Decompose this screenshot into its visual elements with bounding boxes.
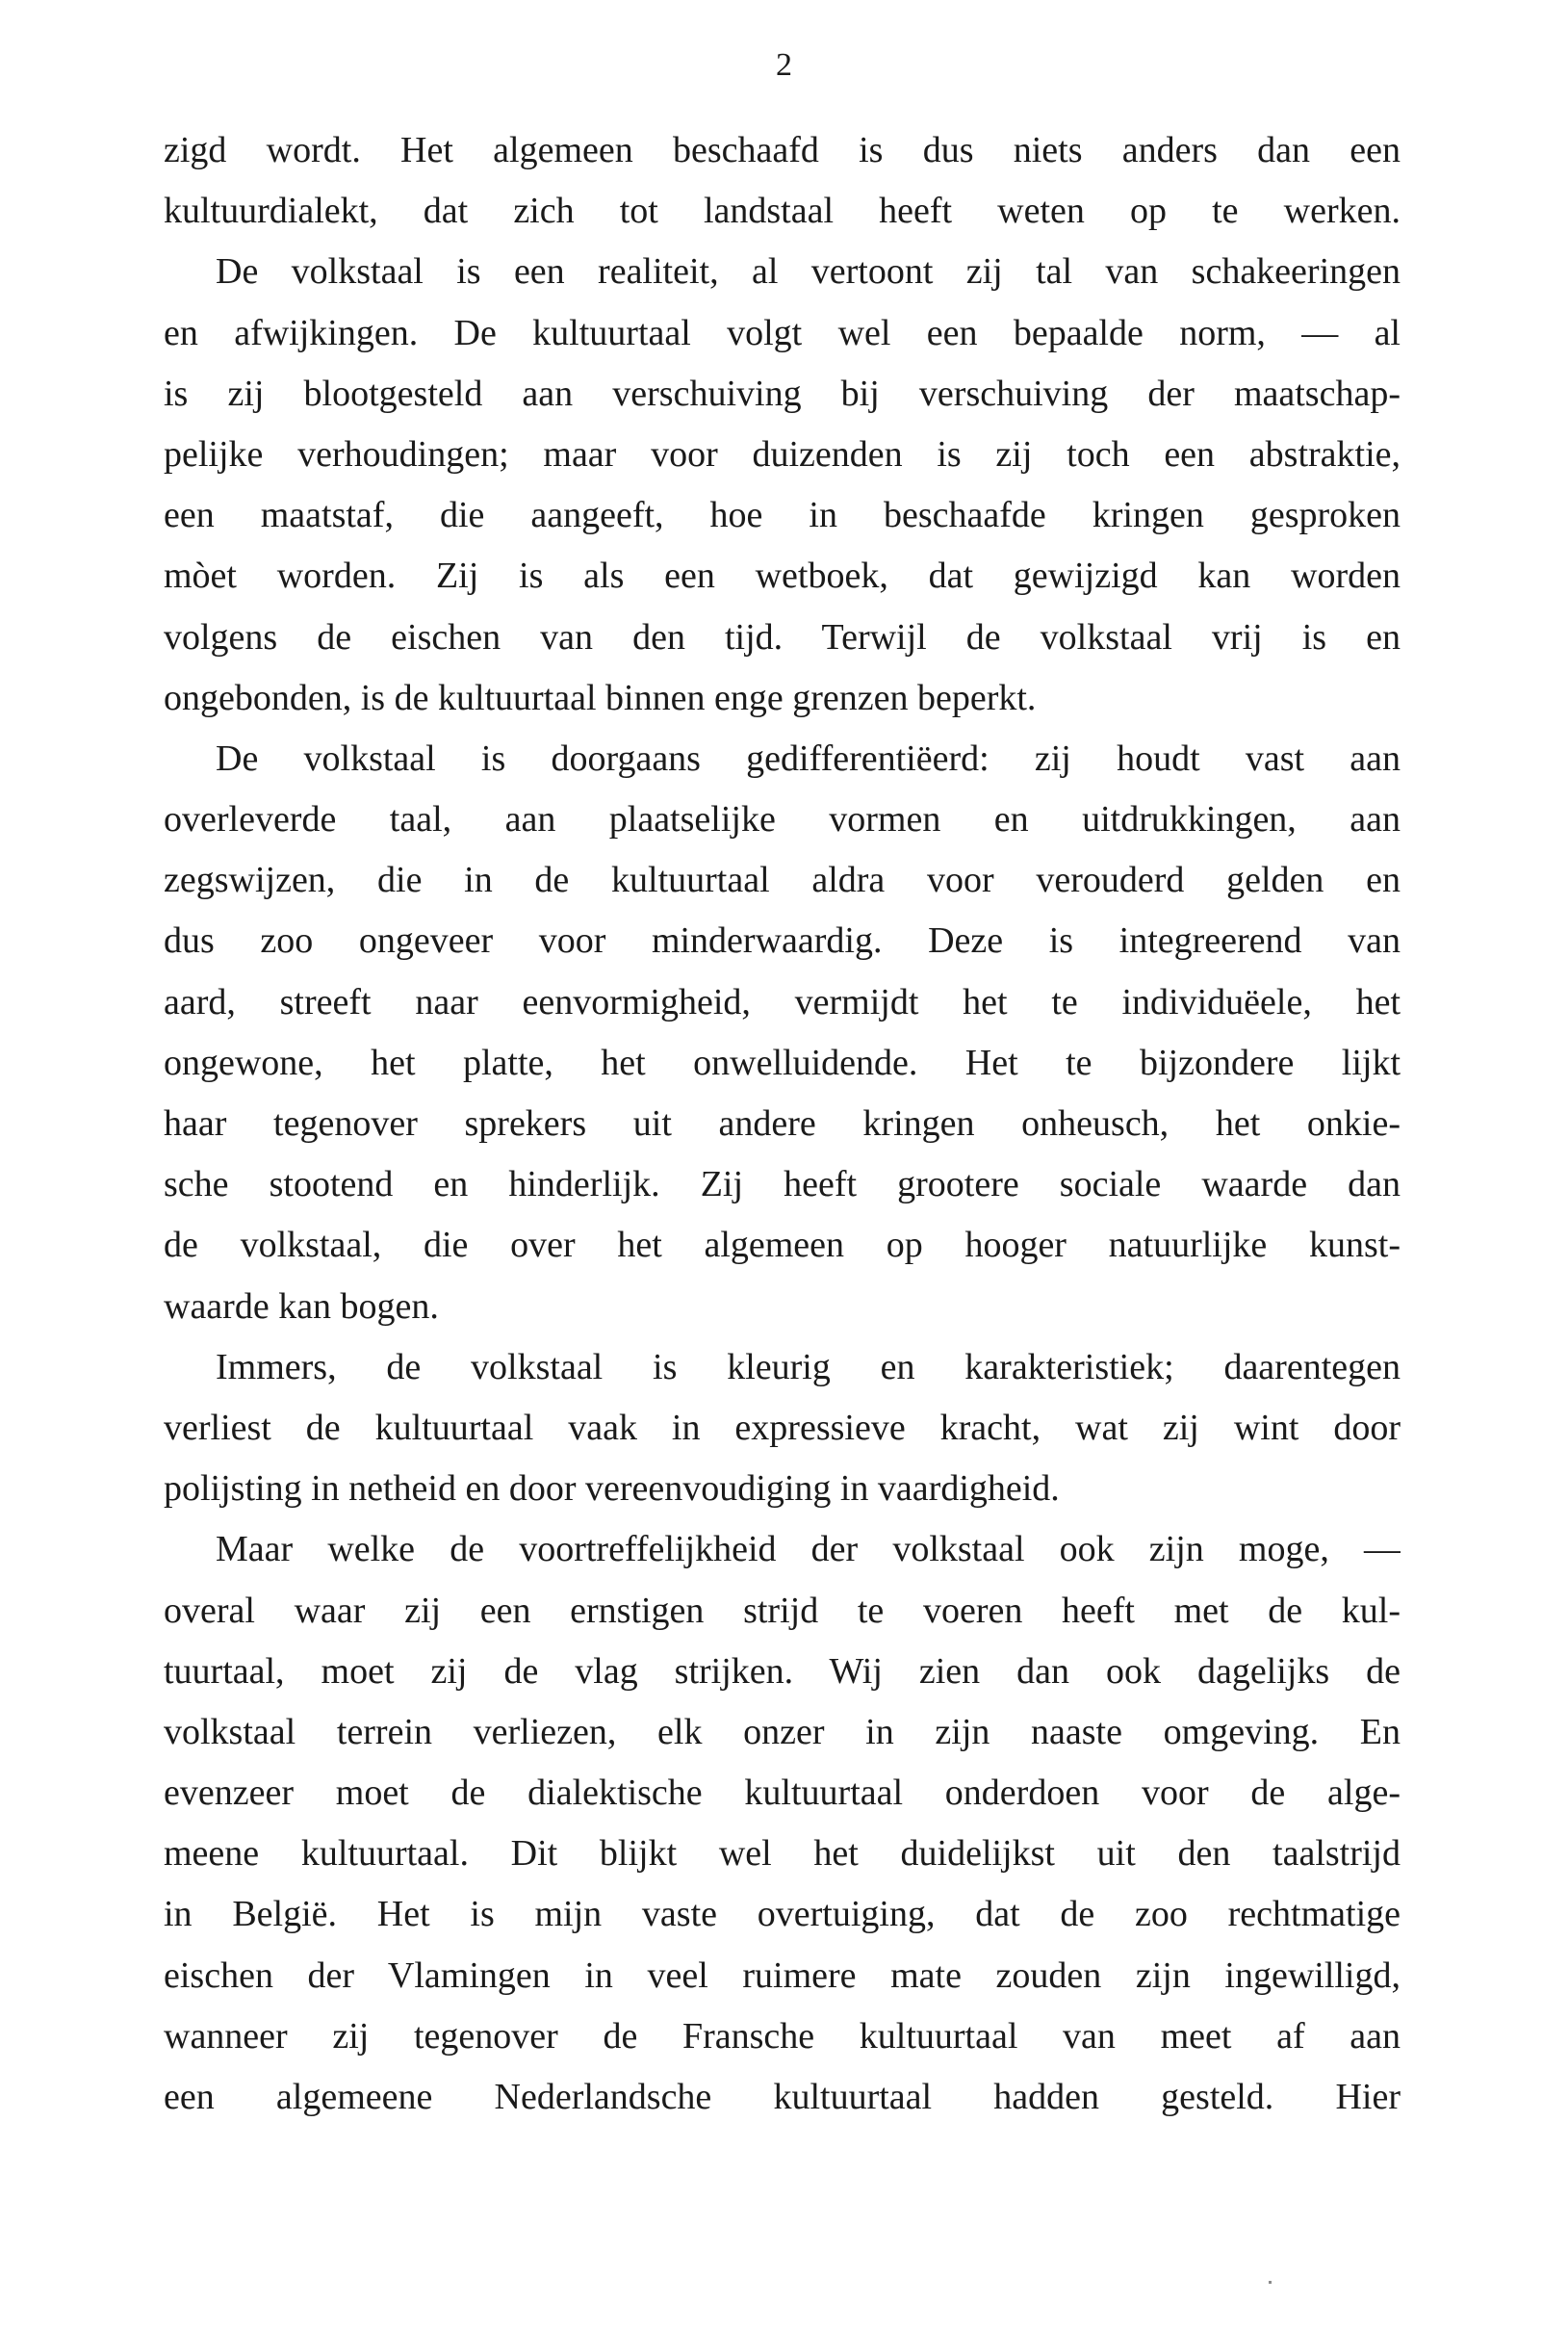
text-line: en afwijkingen. De kultuurtaal volgt wel een bepaalde norm, — al	[164, 312, 1401, 353]
body-text	[164, 120, 1401, 2128]
text-line: aard, streeft naar eenvormigheid, vermijdt het te individuëele, het	[164, 981, 1401, 1022]
text-line: Immers, de volkstaal is kleurig en karakteristiek; daarentegen	[216, 1346, 1401, 1387]
text-line: zigd wordt. Het algemeen beschaafd is dus niets anders dan een	[164, 130, 1401, 170]
text-line: haar tegenover sprekers uit andere kringen onheusch, het onkie-	[164, 1103, 1401, 1144]
text-line: meene kultuurtaal. Dit blijkt wel het duidelijkst uit den taalstrijd	[164, 1833, 1401, 1875]
text-line: kultuurdialekt, dat zich tot landstaal heeft weten op te werken.	[164, 191, 1401, 232]
text-line: mòet worden. Zij is als een wetboek, dat gewijzigd kan worden	[164, 556, 1401, 597]
text-line: overal waar zij een ernstigen strijd te voeren heeft met de kul-	[164, 1590, 1401, 1631]
text-line: volgens de eischen van den tijd. Terwijl de volkstaal vrij is en	[164, 616, 1401, 658]
text-line: De volkstaal is een realiteit, al vertoont zij tal van schakeeringen	[216, 251, 1401, 293]
text-line: tuurtaal, moet zij de vlag strijken. Wij zien dan ook dagelijks de	[164, 1650, 1401, 1692]
text-line: De volkstaal is doorgaans gedifferentiëerd: zij houdt vast aan	[216, 738, 1401, 779]
text-line: overleverde taal, aan plaatselijke vormen en uitdrukkingen, aan	[164, 799, 1401, 841]
text-line: waarde kan bogen.	[164, 1285, 439, 1327]
text-line: polijsting in netheid en door vereenvoudiging in vaardigheid.	[164, 1468, 1060, 1510]
text-line: ongebonden, is de kultuurtaal binnen enge grenzen beperkt.	[164, 677, 1037, 718]
text-line: een algemeene Nederlandsche kultuurtaal hadden gesteld. Hier	[164, 2077, 1401, 2117]
text-line: volkstaal terrein verliezen, elk onzer in zijn naaste omgeving. En	[164, 1711, 1401, 1752]
text-line: sche stootend en hinderlijk. Zij heeft grootere sociale waarde dan	[164, 1164, 1401, 1205]
text-line: verliest de kultuurtaal vaak in expressieve kracht, wat zij wint door	[164, 1407, 1401, 1448]
text-line: evenzeer moet de dialektische kultuurtaal onderdoen voor de alge-	[164, 1773, 1401, 1814]
text-line: dus zoo ongeveer voor minderwaardig. Deze is integreerend van	[164, 920, 1401, 962]
text-line: Maar welke de voortreffelijkheid der volkstaal ook zijn moge, —	[216, 1529, 1401, 1570]
text-line: in België. Het is mijn vaste overtuiging, dat de zoo rechtmatige	[164, 1894, 1401, 1935]
page-number: 2	[776, 47, 792, 83]
text-line: is zij blootgesteld aan verschuiving bij verschuiving der maatschap-	[164, 373, 1401, 414]
text-line: eischen der Vlamingen in veel ruimere mate zouden zijn ingewilligd,	[164, 1954, 1401, 1996]
text-line: een maatstaf, die aangeeft, hoe in beschaafde kringen gesproken	[164, 495, 1401, 536]
text-line: zegswijzen, die in de kultuurtaal aldra voor verouderd gelden en	[164, 860, 1401, 901]
text-line: ongewone, het platte, het onwelluidende. Het te bijzondere lijkt	[164, 1042, 1401, 1083]
stray-ink-mark	[1269, 2281, 1272, 2284]
text-line: de volkstaal, die over het algemeen op hooger natuurlijke kunst-	[164, 1225, 1401, 1266]
text-line: pelijke verhoudingen; maar voor duizenden is zij toch een abstraktie,	[164, 433, 1401, 475]
text-line: wanneer zij tegenover de Fransche kultuurtaal van meet af aan	[164, 2015, 1401, 2057]
